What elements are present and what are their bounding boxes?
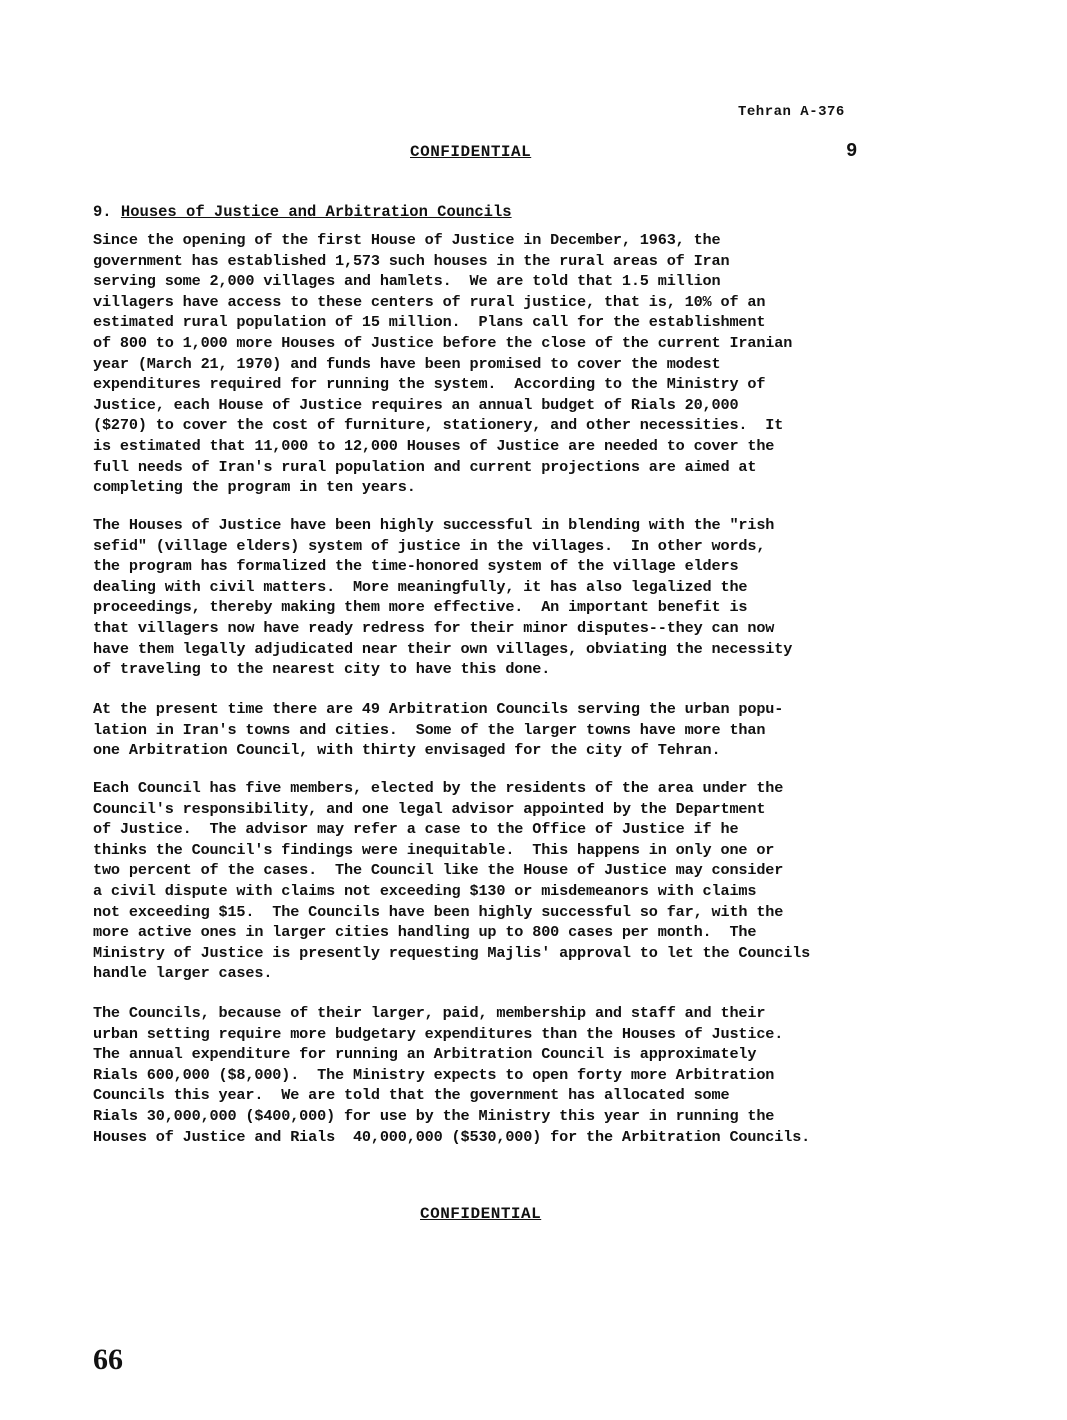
classification-header: CONFIDENTIAL xyxy=(410,143,532,161)
paragraph-rish-sefid: The Houses of Justice have been highly successful in blending with the "rish sefid" (village elders) system of justice in the villages. In other words, the program has formalized the time-honored system of the village elders dealing with civil matters. More meaningfully, it has also legalized the proceedings, thereby making them more effective. An important benefit is that villagers now have ready redress for their minor disputes--they can now have them legally adjudicated near their own villages, obviating the necessity of traveling to the nearest city to have this done. xyxy=(93,516,793,679)
section-heading xyxy=(93,203,512,221)
document-reference: Tehran A-376 xyxy=(738,104,845,120)
paragraph-arbitration-councils: At the present time there are 49 Arbitration Councils serving the urban popu- lation in Iran's towns and cities. Some of the larger towns have more than one Arbitration Council, with thirty envisaged for the city of Tehran. xyxy=(93,700,784,760)
classification-footer: CONFIDENTIAL xyxy=(420,1205,542,1223)
paragraph-council-members: Each Council has five members, elected by the residents of the area under the Council's responsibility, and one legal advisor appointed by the Department of Justice. The advisor may refer a case to the Office of Justice if he thinks the Council's findings were inequitable. This happens in only one or two percent of the cases. The Council like the House of Justice may consider a civil dispute with claims not exceeding $130 or misdemeanors with claims not exceeding $15. The Councils have been highly successful so far, with the more active ones in larger cities handling up to 800 cases per month. The Ministry of Justice is presently requesting Majlis' approval to let the Councils handle larger cases. xyxy=(93,779,811,983)
folio-number: 66 xyxy=(93,1343,123,1376)
page-number: 9 xyxy=(846,140,858,162)
paragraph-houses-of-justice: Since the opening of the first House of Justice in December, 1963, the government has established 1,573 such houses in the rural areas of Iran serving some 2,000 villages and hamlets. We are told that 1.5 million villagers have access to these centers of rural justice, that is, 10% of an estimated rural population of 15 million. Plans call for the establishment of 800 to 1,000 more Houses of Justice before the close of the current Iranian year (March 21, 1970) and funds have been promised to cover the modest expenditures required for running the system. According to the Ministry of Justice, each House of Justice requires an annual budget of Rials 20,000 ($270) to cover the cost of furniture, stationery, and other necessities. It is estimated that 11,000 to 12,000 Houses of Justice are needed to cover the full needs of Iran's rural population and current projections are aimed at completing the program in ten years. xyxy=(93,231,793,497)
section-title: Houses of Justice and Arbitration Councils xyxy=(120,203,512,221)
section-number: 9. xyxy=(93,203,112,221)
paragraph-council-budget: The Councils, because of their larger, paid, membership and staff and their urban setting require more budgetary expenditures than the Houses of Justice. The annual expenditure for running an Arbitration Council is approximately Rials 600,000 ($8,000). The Ministry expects to open forty more Arbitration Councils this year. We are told that the government has allocated some Rials 30,000,000 ($400,000) for use by the Ministry this year in running the Houses of Justice and Rials 40,000,000 ($530,000) for the Arbitration Councils. xyxy=(93,1004,811,1146)
